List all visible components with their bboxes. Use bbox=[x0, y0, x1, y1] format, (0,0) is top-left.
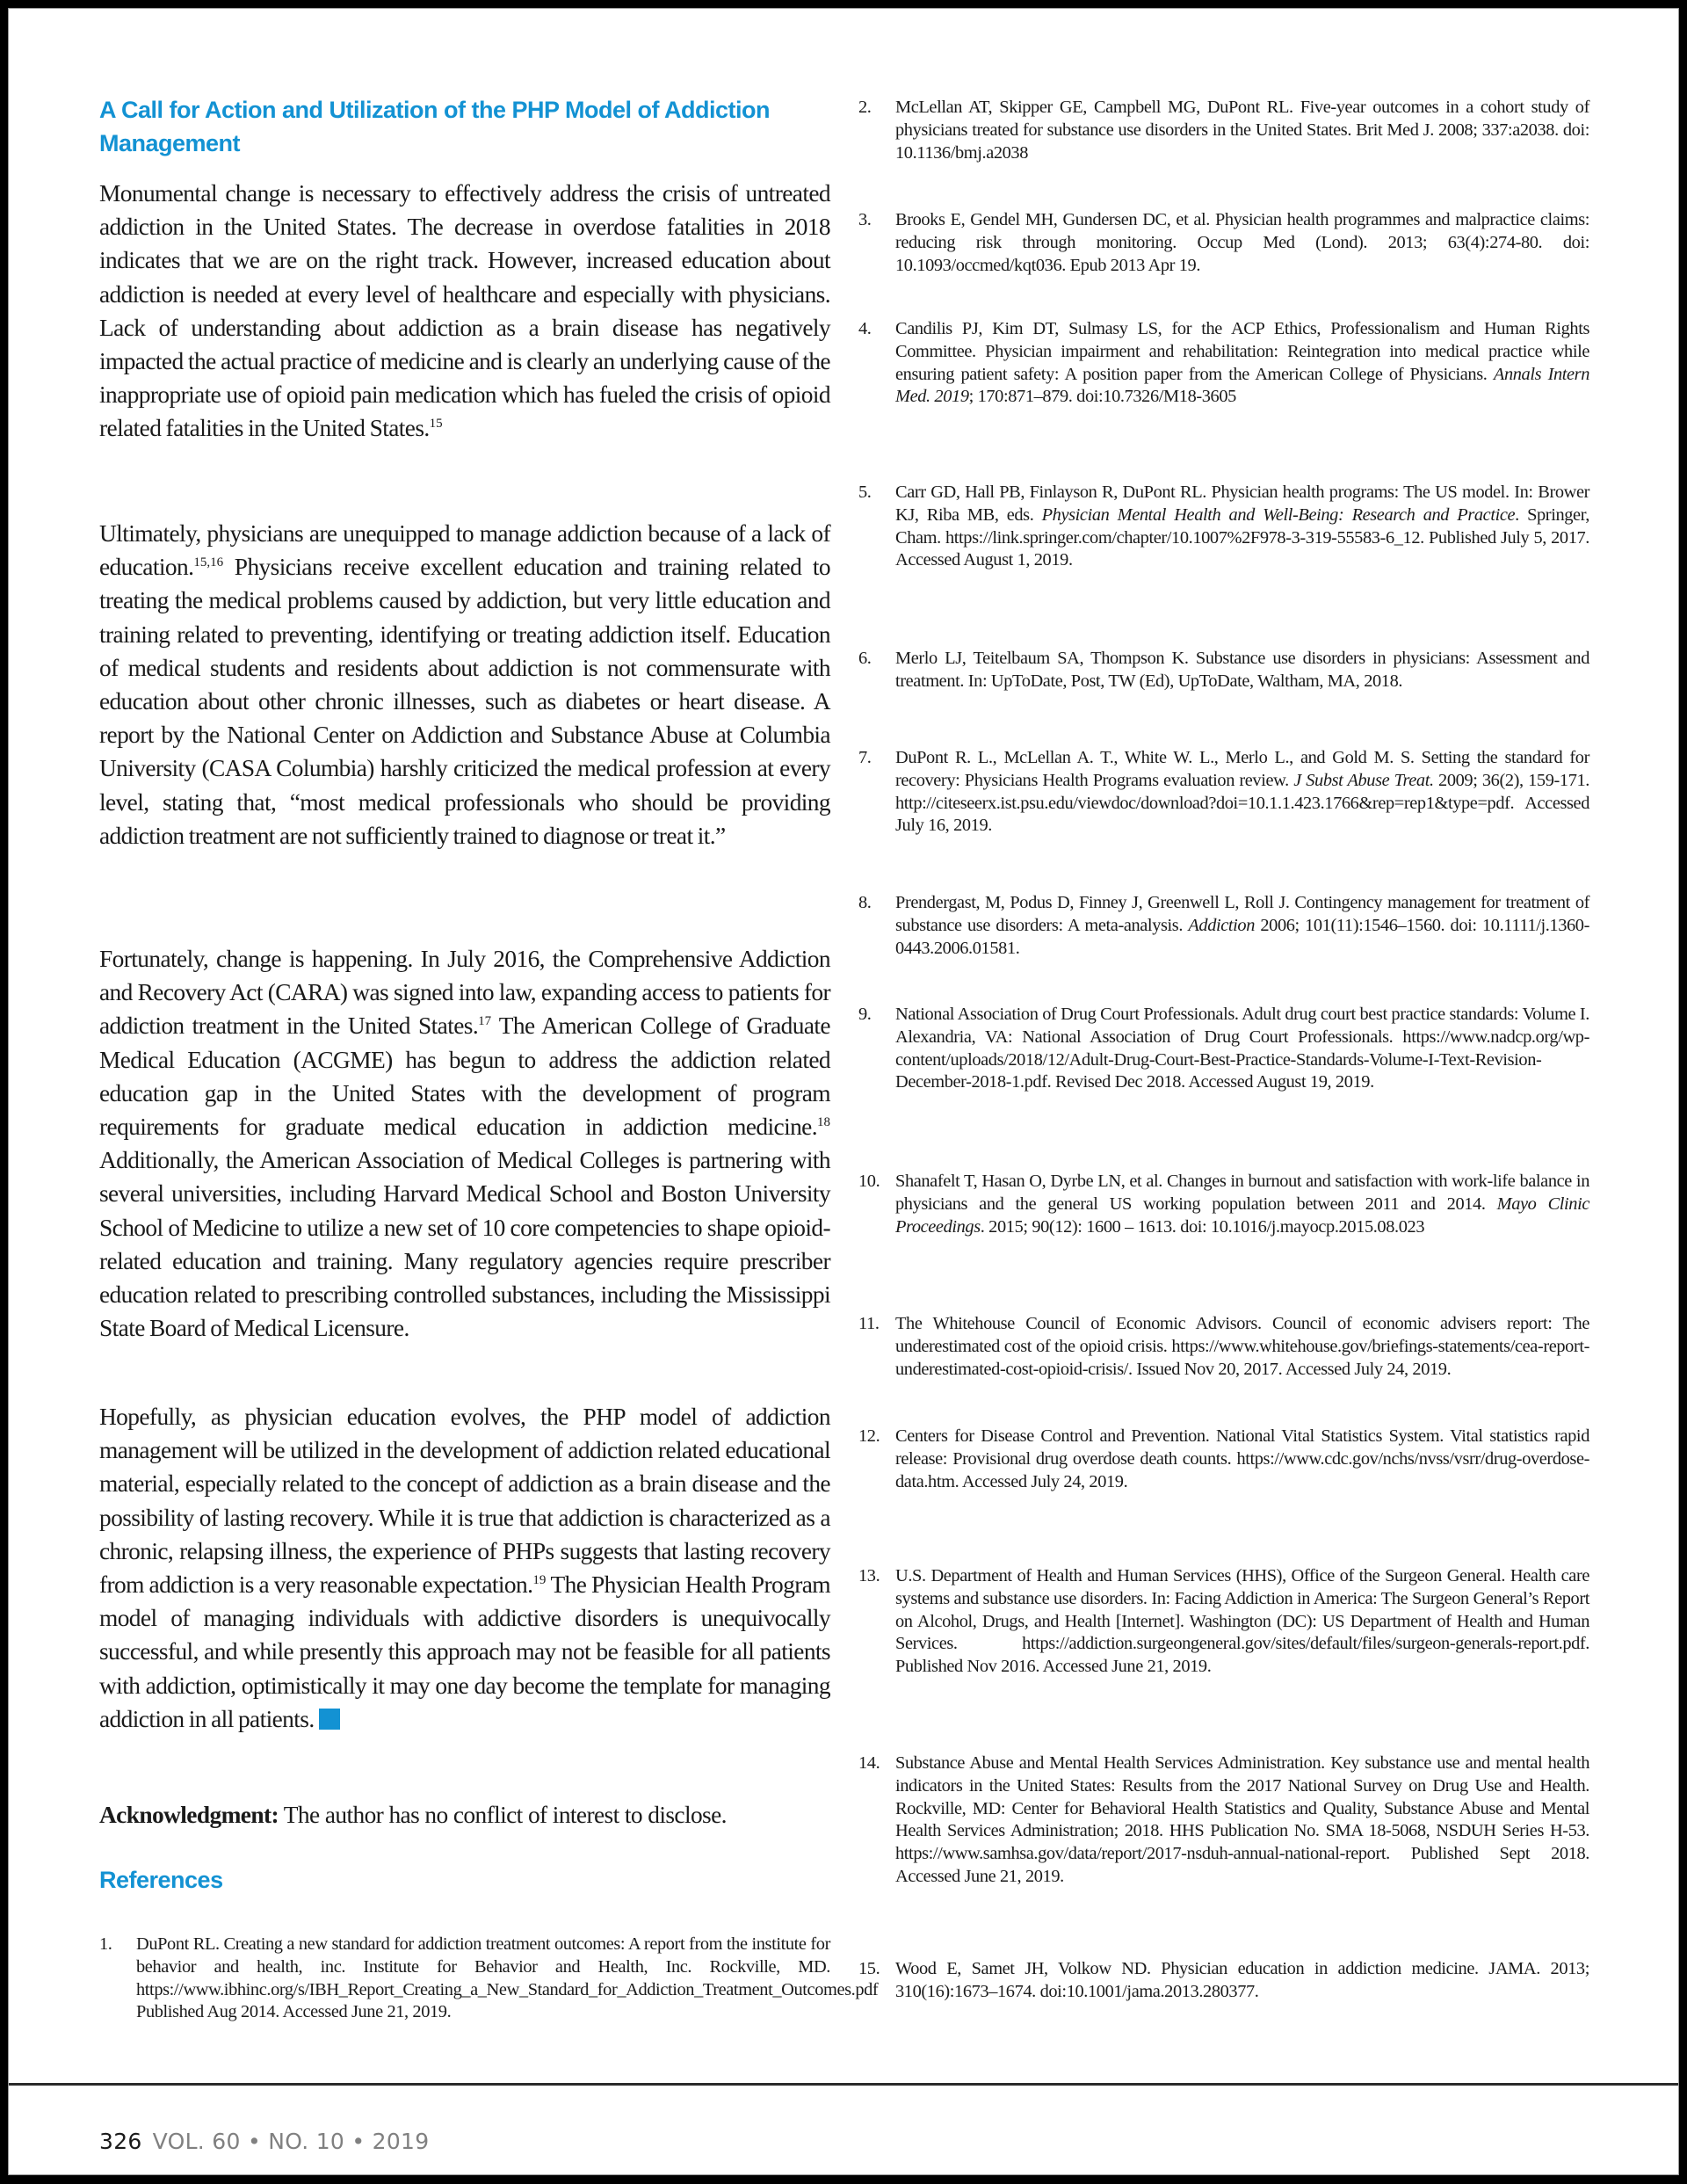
paragraph-3 bbox=[99, 942, 830, 1345]
footer-divider bbox=[9, 2083, 1678, 2086]
reference-number: 4. bbox=[858, 319, 872, 338]
reference-number: 3. bbox=[858, 210, 872, 229]
paragraph-text: Monumental change is necessary to effectively address the crisis of untreated addiction in the United States. The decrease in overdose fatalities in 2018 indicates that we are on the right track. However, increased education about addiction is needed at every level of healthcare and especially with physicians. Lack of understanding about addiction as a brain disease has negatively impacted the actual practice of medicine and is clearly an underlying cause of the inappropriate use of opioid pain medication which has fueled the crisis of opioid related fatalities in the United States. bbox=[99, 180, 830, 442]
reference-text: DuPont R. L., McLellan A. T., White W. L., Merlo L., and Gold M. S. Setting the standard for recovery: Physicians Health Programs evaluation review. J Subst Abuse Treat. 2009; 36(2), 159-171. http://citeseerx.ist.psu.edu/viewdoc/download?doi=10.1.1.423.1766&rep=rep1&type=pdf. Accessed July 16, 2019. bbox=[895, 748, 1589, 836]
reference-text: Candilis PJ, Kim DT, Sulmasy LS, for the ACP Ethics, Professionalism and Human Rights Committee. Physician impairment and rehabilitation: Reintegration into medical practice while ensuring patient safety: A position paper from the American College of Physicians. Annals Intern Med. 2019; 170:871–879. doi:10.7326/M18-3605 bbox=[895, 319, 1589, 407]
reference-text: Wood E, Samet JH, Volkow ND. Physician education in addiction medicine. JAMA. 2013; 310(16):1673–1674. doi:10.1001/jama.2013.280377. bbox=[895, 1959, 1589, 2001]
reference-item bbox=[858, 1426, 1589, 1493]
reference-number: 15. bbox=[858, 1959, 880, 1978]
reference-item bbox=[858, 1171, 1589, 1238]
page-footer bbox=[99, 2129, 429, 2154]
reference-item bbox=[858, 1752, 1589, 1889]
journal-page bbox=[8, 8, 1679, 2175]
reference-text: Carr GD, Hall PB, Finlayson R, DuPont RL. Physician health programs: The US model. In: Brower KJ, Riba MB, eds. Physician Mental Health and Well-Being: Research and Practice. Springer, Cham. https://link.springer.com/chapter/10.1007%2F978-3-319-55583-6_12. Published July 5, 2017. Accessed August 1, 2019. bbox=[895, 483, 1589, 570]
reference-item bbox=[858, 1004, 1589, 1094]
reference-item bbox=[858, 97, 1589, 164]
section-heading: A Call for Action and Utilization of the PHP Model of Addiction Management bbox=[99, 97, 770, 156]
paragraph-2 bbox=[99, 517, 830, 853]
reference-number: 10. bbox=[858, 1172, 880, 1191]
reference-item bbox=[858, 318, 1589, 409]
reference-number: 1. bbox=[99, 1934, 112, 1954]
citation-superscript: 18 bbox=[817, 1115, 830, 1130]
reference-number: 14. bbox=[858, 1753, 880, 1773]
citation-superscript: 17 bbox=[478, 1014, 492, 1029]
reference-item bbox=[858, 482, 1589, 572]
paragraph-text: The American College of Graduate Medical Education (ACGME) has begun to address the addiction related education gap in the United States with the development of program requirements for graduate medical education in addiction medicine. bbox=[99, 1012, 830, 1141]
reference-text: Substance Abuse and Mental Health Services Administration. Key substance use and mental health indicators in the United States: Results from the 2017 National Survey on Drug Use and Health. Rockville, MD: Center for Behavioral Health Statistics and Quality, Substance Abuse and Mental Health Services Administration; 2018. HHS Publication No. SMA 18-5068, NSDUH Series H-53. https://www.samhsa.gov/data/report/2017-nsduh-annual-national-report. Published Sept 2018. Accessed June 21, 2019. bbox=[895, 1753, 1589, 1886]
reference-item bbox=[858, 1565, 1589, 1679]
reference-text: The Whitehouse Council of Economic Advisors. Council of economic advisers report: The underestimated cost of the opioid crisis. https://www.whitehouse.gov/briefings-statements/cea-report-underestimated-cost-opioid-crisis/. Issued Nov 20, 2017. Accessed July 24, 2019. bbox=[895, 1314, 1589, 1379]
reference-item bbox=[858, 648, 1589, 693]
reference-item bbox=[858, 1313, 1589, 1381]
paragraph-text: The Physician Health Program model of managing individuals with addictive disorders is unequivocally successful, and while presently this approach may not be feasible for all patients with addiction, optimistically it may one day become the template for managing addiction in all patients. bbox=[99, 1571, 831, 1732]
citation-superscript: 15,16 bbox=[193, 555, 224, 570]
end-of-article-square-icon bbox=[319, 1709, 340, 1730]
reference-number: 7. bbox=[858, 748, 872, 767]
references-heading: References bbox=[99, 1867, 223, 1893]
reference-number: 13. bbox=[858, 1566, 880, 1585]
reference-number: 2. bbox=[858, 98, 872, 117]
reference-text: Shanafelt T, Hasan O, Dyrbe LN, et al. Changes in burnout and satisfaction with work-life balance in physicians and the general US working population between 2011 and 2014. Mayo Clinic Proceedings. 2015; 90(12): 1600 – 1613. doi: 10.1016/j.mayocp.2015.08.023 bbox=[895, 1172, 1590, 1237]
reference-item bbox=[858, 747, 1589, 838]
reference-text: Merlo LJ, Teitelbaum SA, Thompson K. Substance use disorders in physicians: Assessment and treatment. In: UpToDate, Post, TW (Ed), UpToDate, Waltham, MA, 2018. bbox=[895, 649, 1589, 691]
paragraph-text: Ultimately, physicians are unequipped to manage addiction because of a lack of education. bbox=[99, 520, 830, 581]
page-number: 326 bbox=[99, 2129, 142, 2154]
paragraph-text: Physicians receive excellent education and training related to treating the medical problems caused by addiction, but very little education and training related to preventing, identifying or treating addiction itself. Education of medical students and residents about addiction is not commensurate with education about other chronic illnesses, such as diabetes or heart disease. A report by the National Center on Addiction and Substance Abuse at Columbia University (CASA Columbia) harshly criticized the medical profession at every level, stating that, “most medical professionals who should be providing addiction treatment are not sufficiently trained to diagnose or treat it.” bbox=[99, 554, 830, 849]
citation-superscript: 15 bbox=[429, 417, 443, 432]
paragraph-4 bbox=[99, 1400, 830, 1736]
reference-text: Brooks E, Gendel MH, Gundersen DC, et al. Physician health programmes and malpractice claims: reducing risk through monitoring. Occup Med (Lond). 2013; 63(4):274-80. doi: 10.1093/occmed/kqt036. Epub 2013 Apr 19. bbox=[895, 210, 1589, 275]
reference-text: U.S. Department of Health and Human Services (HHS), Office of the Surgeon General. Health care systems and substance use disorders. In: Facing Addiction in America: The Surgeon General’s Report on Alcohol, Drugs, and Health [Internet]. Washington (DC): US Department of Health and Human Services. https://addiction.surgeongeneral.gov/sites/default/files/surgeon-generals-report.pdf. Published Nov 2016. Accessed June 21, 2019. bbox=[895, 1566, 1589, 1677]
reference-item bbox=[858, 1958, 1589, 2004]
acknowledgment bbox=[99, 1798, 830, 1832]
paragraph-1 bbox=[99, 177, 830, 446]
paragraph-text: Fortunately, change is happening. In July 2016, the Comprehensive Addiction and Recovery Act (CARA) was signed into law, expanding access to patients for addiction treatment in the United States. bbox=[99, 946, 830, 1040]
citation-superscript: 19 bbox=[532, 1573, 547, 1588]
reference-number: 8. bbox=[858, 893, 872, 912]
paragraph-text: Additionally, the American Association of Medical Colleges is partnering with several universities, including Harvard Medical School and Boston University School of Medicine to utilize a new set of 10 core competencies to shape opioid-related education and training. Many regulatory agencies require prescriber education related to prescribing controlled substances, including the Mississippi State Board of Medical Licensure. bbox=[99, 1147, 830, 1342]
reference-text: National Association of Drug Court Professionals. Adult drug court best practice standards: Volume I. Alexandria, VA: National Association of Drug Court Professionals. https://www.nadcp.org/wp-content/uploads/2018/12/Adult-Drug-Court-Best-Practice-Standards-Volume-I-Text-Revision-December-2018-1.pdf. Revised Dec 2018. Accessed August 19, 2019. bbox=[895, 1005, 1589, 1092]
reference-number: 6. bbox=[858, 649, 872, 668]
reference-number: 9. bbox=[858, 1005, 872, 1024]
reference-number: 5. bbox=[858, 483, 872, 502]
reference-text: McLellan AT, Skipper GE, Campbell MG, DuPont RL. Five-year outcomes in a cohort study of physicians treated for substance use disorders in the United States. Brit Med J. 2008; 337:a2038. doi: 10.1136/bmj.a2038 bbox=[895, 98, 1589, 163]
reference-number: 11. bbox=[858, 1314, 880, 1333]
paragraph-text: Hopefully, as physician education evolves, the PHP model of addiction management will be utilized in the development of addiction related educational material, especially related to the concept of addiction as a brain disease and the possibility of lasting recovery. While it is true that addiction is characterized as a chronic, relapsing illness, the experience of PHPs suggests that lasting recovery from addiction is a very reasonable expectation. bbox=[99, 1404, 830, 1599]
reference-text: Prendergast, M, Podus D, Finney J, Greenwell L, Roll J. Contingency management for treatment of substance use disorders: A meta-analysis. Addiction 2006; 101(11):1546–1560. doi: 10.1111/j.1360-0443.2006.01581. bbox=[895, 893, 1589, 958]
volume-issue: VOL. 60 • NO. 10 • 2019 bbox=[152, 2129, 430, 2154]
acknowledgment-text: The author has no conflict of interest to disclose. bbox=[279, 1802, 727, 1828]
reference-item bbox=[858, 892, 1589, 960]
reference-number: 12. bbox=[858, 1426, 880, 1446]
reference-item bbox=[858, 209, 1589, 277]
reference-text: Centers for Disease Control and Prevention. National Vital Statistics System. Vital statistics rapid release: Provisional drug overdose death counts. https://www.cdc.gov/nchs/nvss/vsrr/drug-overdose-data.htm. Accessed July 24, 2019. bbox=[895, 1426, 1589, 1491]
reference-text: DuPont RL. Creating a new standard for addiction treatment outcomes: A report from the institute for behavior and health, inc. Institute for Behavior and Health, Inc. Rockville, MD. https://www.ibhinc.org/s/IBH_Report_Creating_a_New_Standard_for_Addiction_Treatment_Outcomes.pdf Published Aug 2014. Accessed June 21, 2019. bbox=[136, 1934, 879, 2022]
acknowledgment-label: Acknowledgment: bbox=[99, 1802, 279, 1828]
